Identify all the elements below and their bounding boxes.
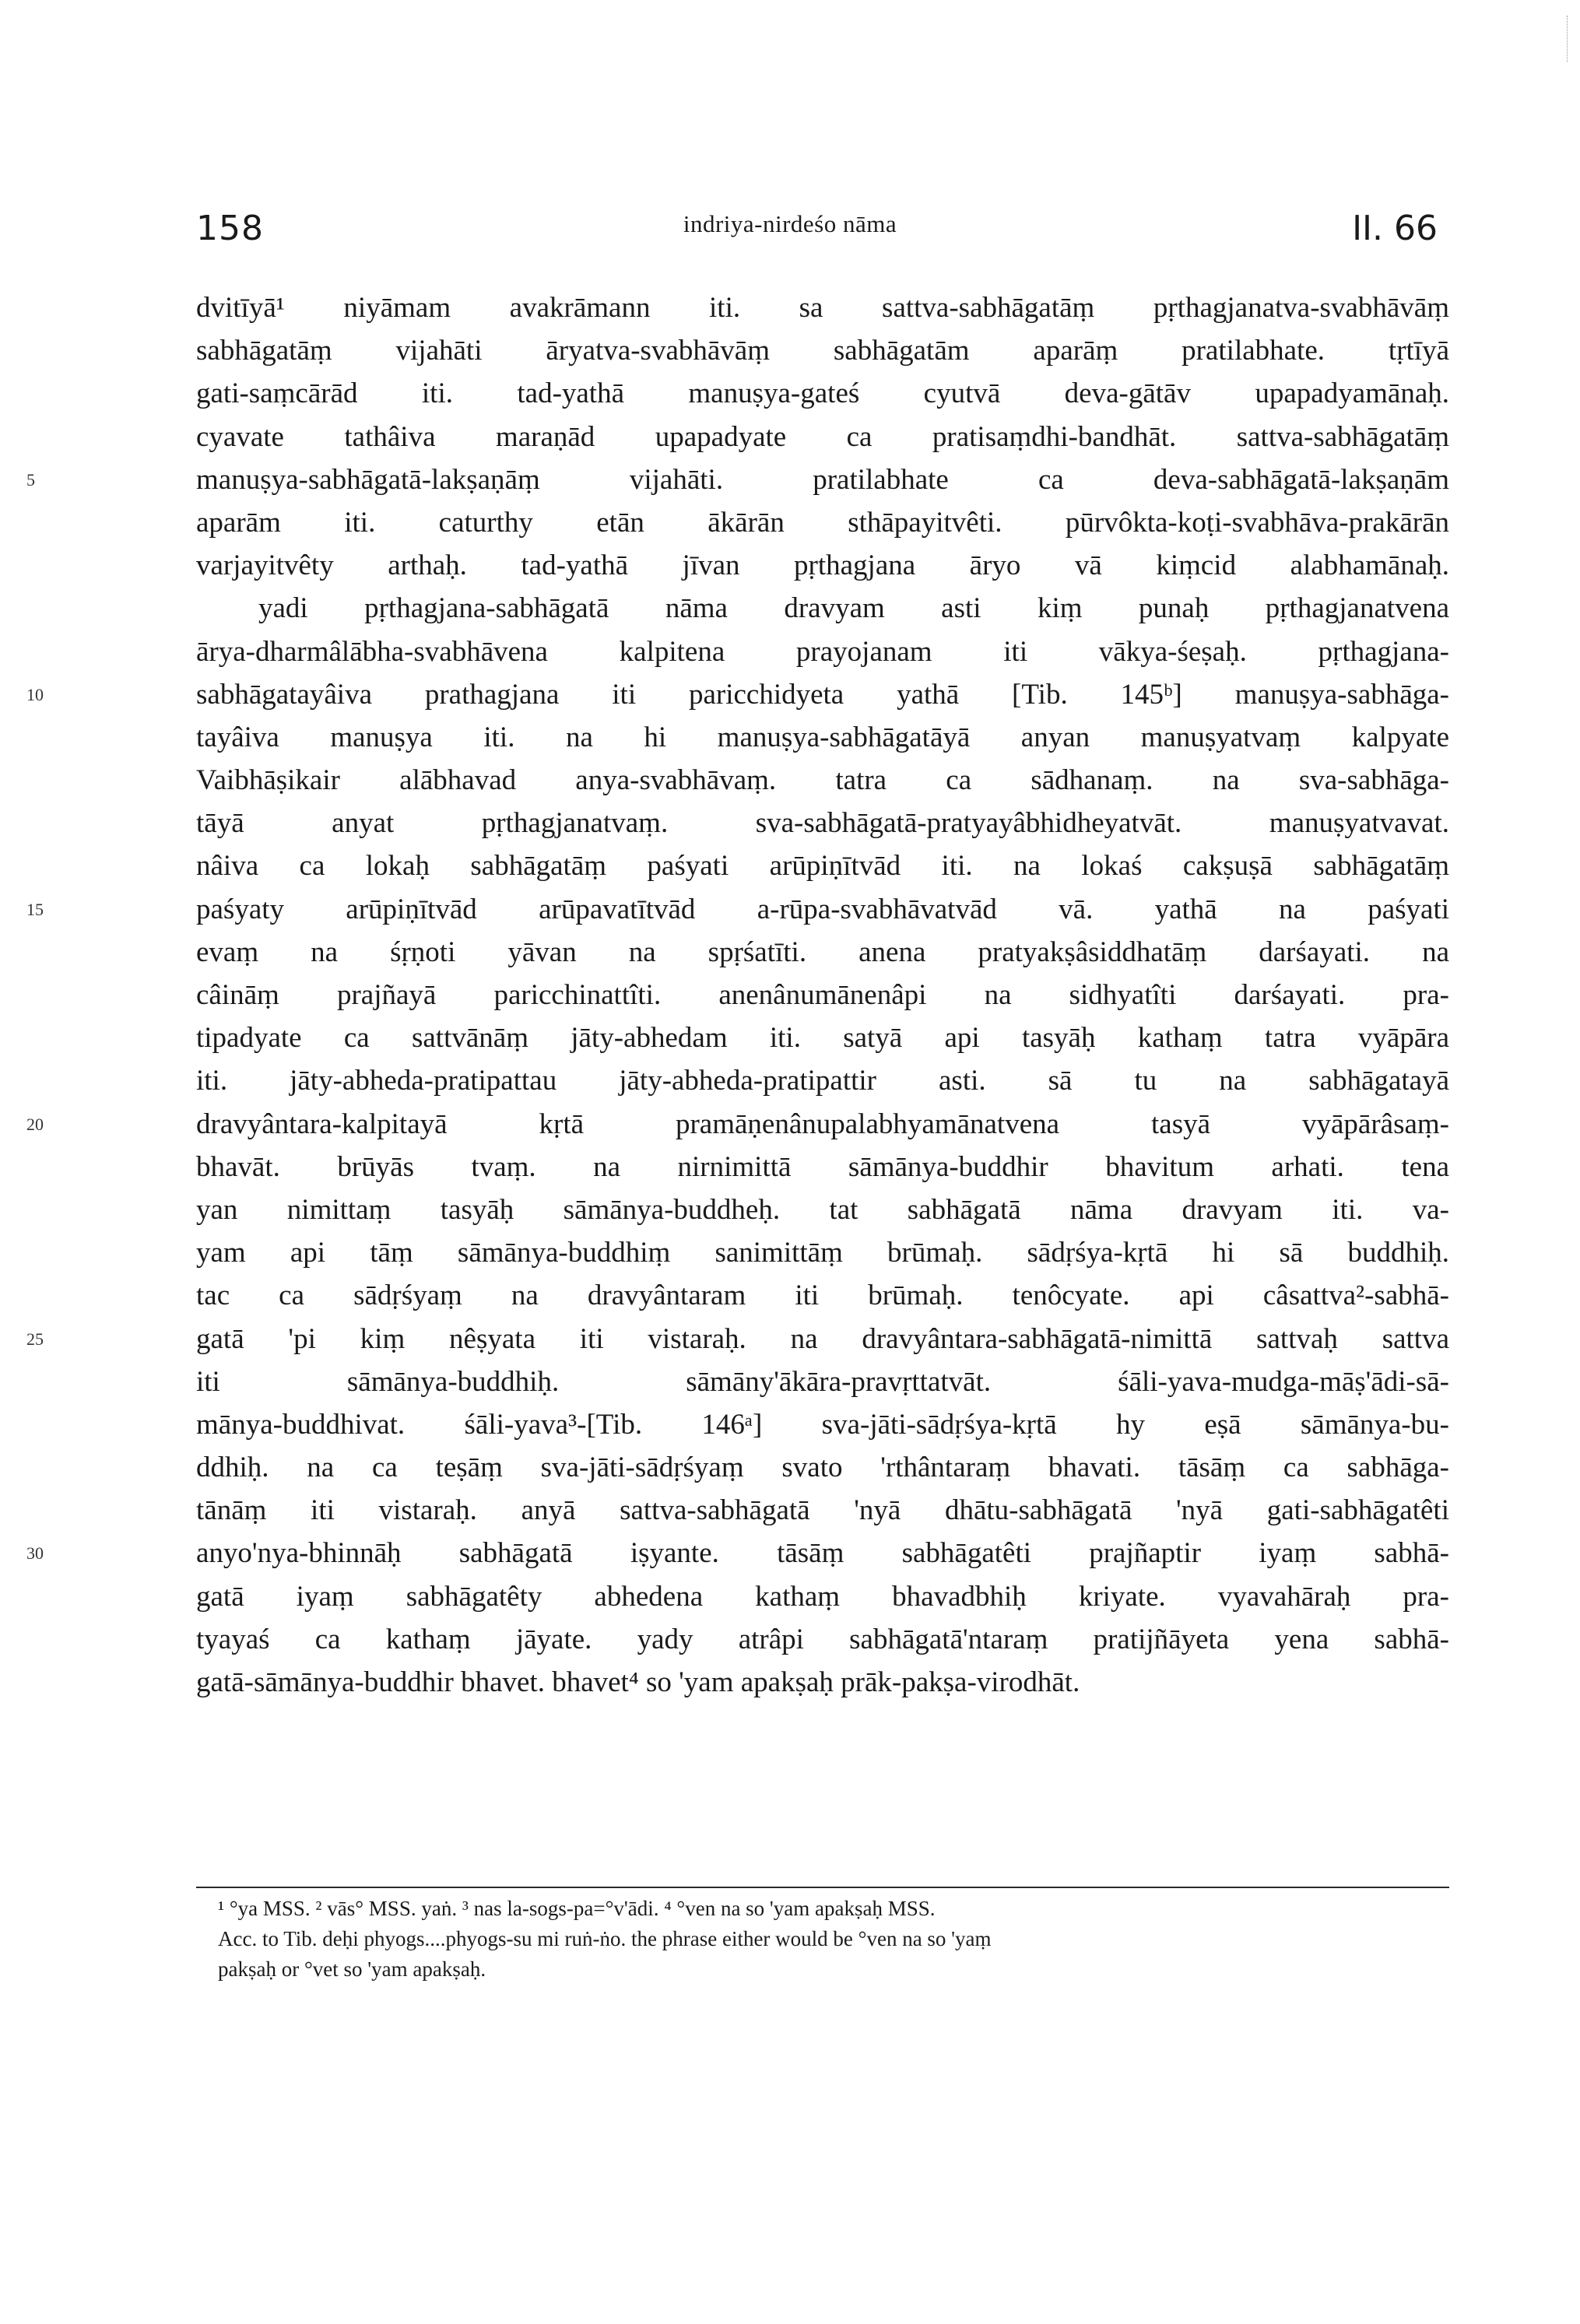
text-line-content: mānya-buddhivat. śāli-yava³-[Tib. 146ᵃ] sva-jāti-sādṛśya-kṛtā hy eṣā sāmānya-bu- — [196, 1408, 1449, 1441]
section-reference: II. 66 — [1352, 209, 1438, 248]
line-number: 15 — [26, 899, 44, 919]
text-line-content: ārya-dharmâlābha-svabhāvena kalpitena prayojanam iti vākya-śeṣaḥ. pṛthagjana- — [196, 635, 1449, 668]
text-line — [196, 286, 1449, 329]
text-line — [196, 974, 1449, 1016]
text-line — [196, 329, 1449, 372]
line-number: 5 — [26, 469, 35, 490]
footnote-rule — [196, 1887, 1449, 1888]
text-line-content: aparām iti. caturthy etān ākārān sthāpayitvêti. pūrvôkta-koṭi-svabhāva-prakārān — [196, 506, 1449, 539]
text-line-content: tipadyate ca sattvānāṃ jāty-abhedam iti. satyā api tasyāḥ kathaṃ tatra vyāpāra — [196, 1022, 1449, 1055]
text-line — [196, 931, 1449, 974]
text-line — [196, 716, 1449, 759]
text-line — [196, 1231, 1449, 1274]
text-line — [196, 544, 1449, 587]
scan-edge-marks — [1567, 16, 1572, 62]
footnote-line: Acc. to Tib. deḥi phyogs....phyogs-su mi ruṅ-ṅo. the phrase either would be °ven na so 'yaṃ — [218, 1927, 992, 1950]
text-line-content: sabhāgatāṃ vijahāti āryatva-svabhāvāṃ sabhāgatām aparāṃ pratilabhate. tṛtīyā — [196, 335, 1449, 367]
text-line — [196, 416, 1449, 458]
page-number: 158 — [196, 209, 264, 248]
footnote-line: pakṣaḥ or °vet so 'yam apakṣaḥ. — [218, 1957, 486, 1981]
text-line — [196, 1403, 1449, 1446]
text-line-content: tānāṃ iti vistaraḥ. anyā sattva-sabhāgatā 'nyā dhātu-sabhāgatā 'nyā gati-sabhāgatêti — [196, 1494, 1449, 1527]
text-line-content: tāyā anyat pṛthagjanatvaṃ. sva-sabhāgatā-pratyayâbhidheyatvāt. manuṣyatvavat. — [196, 807, 1449, 840]
text-line — [196, 1661, 1449, 1704]
text-line-content: evaṃ na śṛṇoti yāvan na spṛśatīti. anena pratyakṣâsiddhatāṃ darśayati. na — [196, 936, 1449, 968]
text-line-content: ddhiḥ. na ca teṣāṃ sva-jāti-sādṛśyaṃ svato 'rthântaraṃ bhavati. tāsāṃ ca sabhāga- — [196, 1452, 1449, 1484]
text-line-content: anyo'nya-bhinnāḥ sabhāgatā iṣyante. tāsāṃ sabhāgatêti prajñaptir iyaṃ sabhā- — [196, 1537, 1449, 1570]
text-line — [26, 1318, 1449, 1360]
text-line — [196, 587, 1449, 630]
line-number: 30 — [26, 1543, 44, 1564]
text-line — [196, 501, 1449, 544]
footnote-line: ¹ °ya MSS. ² vās° MSS. yaṅ. ³ nas la-sogs-pa=°v'ādi. ⁴ °ven na so 'yam apakṣaḥ MSS. — [218, 1897, 936, 1920]
text-line — [196, 1489, 1449, 1532]
text-line-content: yan nimittaṃ tasyāḥ sāmānya-buddheḥ. tat sabhāgatā nāma dravyam iti. va- — [196, 1193, 1449, 1226]
text-line — [196, 1618, 1449, 1661]
text-line-content: bhavāt. brūyās tvaṃ. na nirnimittā sāmānya-buddhir bhavitum arhati. tena — [196, 1150, 1449, 1183]
text-line-content: sabhāgatayâiva prathagjana iti paricchidyeta yathā [Tib. 145ᵇ] manuṣya-sabhāga- — [196, 678, 1449, 711]
text-line-content: dravyântara-kalpitayā kṛtā pramāṇenânupalabhyamānatvena tasyā vyāpārâsaṃ- — [196, 1108, 1449, 1140]
text-line-content: câināṃ prajñayā paricchinattîti. anenânumānenâpi na sidhyatîti darśayati. pra- — [196, 979, 1449, 1011]
line-number: 25 — [26, 1329, 44, 1349]
text-line — [196, 844, 1449, 887]
line-number: 10 — [26, 684, 44, 704]
text-line-content: iti. jāty-abheda-pratipattau jāty-abheda-pratipattir asti. sā tu na sabhāgatayā — [196, 1065, 1449, 1097]
text-line-content: tyayaś ca kathaṃ jāyate. yady atrâpi sabhāgatā'ntaraṃ pratijñāyeta yena sabhā- — [196, 1623, 1449, 1655]
text-line-content: yadi pṛthagjana-sabhāgatā nāma dravyam asti kiṃ punaḥ pṛthagjanatvena — [258, 592, 1449, 625]
text-line — [26, 1103, 1449, 1146]
text-line-content: gatā 'pi kiṃ nêṣyata iti vistaraḥ. na dravyântara-sabhāgatā-nimittā sattvaḥ sattva — [196, 1322, 1449, 1355]
text-line-content: yam api tāṃ sāmānya-buddhiṃ sanimittāṃ brūmaḥ. sādṛśya-kṛtā hi sā buddhiḥ. — [196, 1237, 1449, 1269]
text-line — [196, 1274, 1449, 1317]
text-line — [196, 1146, 1449, 1188]
running-title: indriya-nirdeśo nāma — [683, 210, 897, 237]
text-line-content: nâiva ca lokaḥ sabhāgatāṃ paśyati arūpiṇītvād iti. na lokaś cakṣuṣā sabhāgatāṃ — [196, 850, 1449, 883]
text-line — [196, 1360, 1449, 1403]
text-line-content: varjayitvêty arthaḥ. tad-yathā jīvan pṛthagjana āryo vā kiṃcid alabhamānaḥ. — [196, 549, 1449, 582]
text-line-content: manuṣya-sabhāgatā-lakṣaṇāṃ vijahāti. pratilabhate ca deva-sabhāgatā-lakṣaṇām — [196, 463, 1449, 496]
text-line-content: dvitīyā¹ niyāmam avakrāmann iti. sa sattva-sabhāgatāṃ pṛthagjanatva-svabhāvāṃ — [196, 292, 1449, 324]
text-line-content: tac ca sādṛśyaṃ na dravyântaram iti brūmaḥ. tenôcyate. api câsattva²-sabhā- — [196, 1280, 1449, 1312]
text-line — [196, 630, 1449, 673]
text-line — [196, 1059, 1449, 1102]
text-line-content: tayâiva manuṣya iti. na hi manuṣya-sabhāgatāyā anyan manuṣyatvaṃ kalpyate — [196, 721, 1449, 753]
text-line — [196, 1016, 1449, 1059]
text-line-content: gatā iyaṃ sabhāgatêty abhedena kathaṃ bhavadbhiḥ kriyate. vyavahāraḥ pra- — [196, 1580, 1449, 1613]
text-line — [26, 673, 1449, 716]
line-number: 20 — [26, 1114, 44, 1134]
text-line — [26, 458, 1449, 501]
text-line-content: Vaibhāṣikair alābhavad anya-svabhāvaṃ. tatra ca sādhanaṃ. na sva-sabhāga- — [196, 764, 1449, 797]
text-line — [26, 1532, 1449, 1574]
text-line-content: paśyaty arūpiṇītvād arūpavatītvād a-rūpa-svabhāvatvād vā. yathā na paśyati — [196, 893, 1449, 925]
text-line — [196, 1446, 1449, 1489]
text-line — [196, 1188, 1449, 1231]
text-line — [196, 802, 1449, 844]
footnotes — [218, 1894, 1449, 1985]
text-line-content: iti sāmānya-buddhiḥ. sāmāny'ākāra-pravṛttatvāt. śāli-yava-mudga-māṣ'ādi-sā- — [196, 1365, 1449, 1398]
text-line-content: cyavate tathâiva maraṇād upapadyate ca pratisaṃdhi-bandhāt. sattva-sabhāgatāṃ — [196, 420, 1449, 453]
text-line-content: gati-saṃcārād iti. tad-yathā manuṣya-gateś cyutvā deva-gātāv upapadyamānaḥ. — [196, 377, 1449, 410]
text-line — [196, 372, 1449, 415]
text-line-content: gatā-sāmānya-buddhir bhavet. bhavet⁴ so 'yam apakṣaḥ prāk-pakṣa-virodhāt. — [196, 1666, 1080, 1698]
text-line — [26, 888, 1449, 931]
text-line — [196, 1575, 1449, 1618]
main-text — [26, 286, 1449, 1704]
text-line — [196, 759, 1449, 802]
